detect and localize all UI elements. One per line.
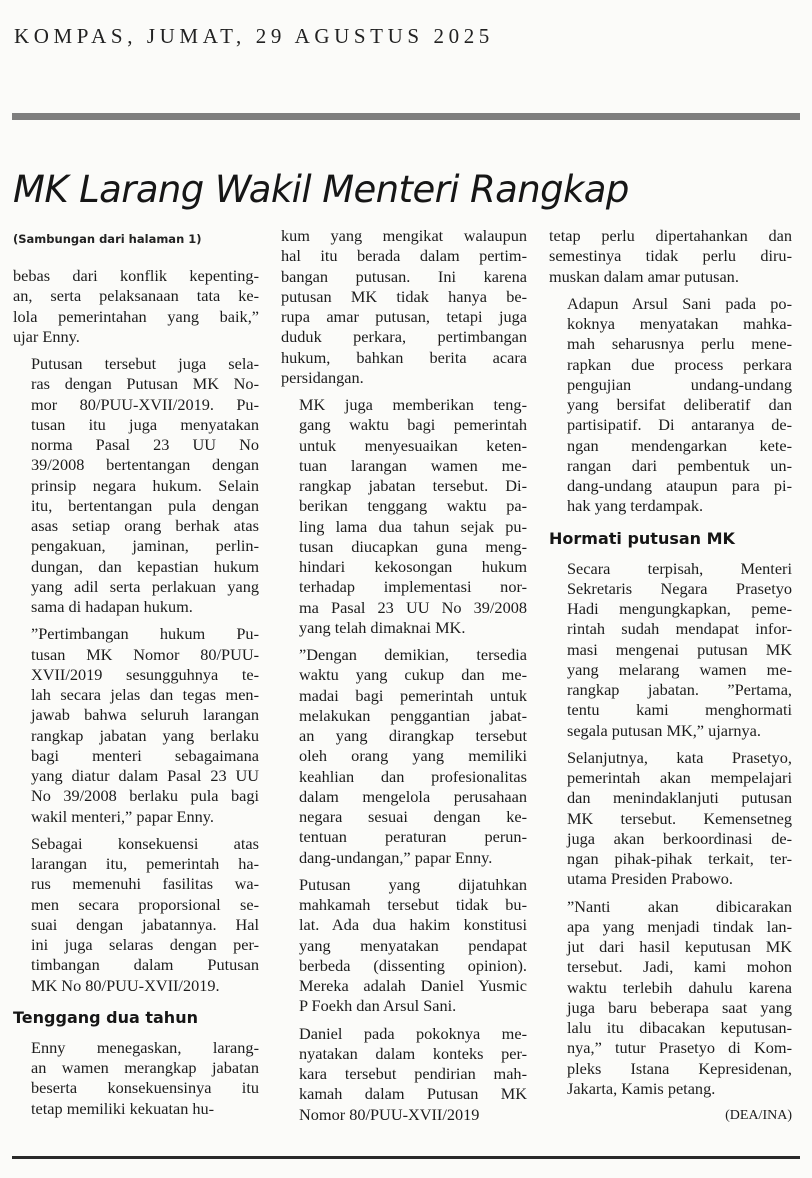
masthead-rule xyxy=(12,113,800,120)
paragraph xyxy=(13,1038,259,1119)
continuation-note: (Sambungan dari halaman 1) xyxy=(13,232,202,246)
text-line: pengakuan, jaminan, perlin- xyxy=(31,536,259,556)
text-line: masi mengenai putusan MK xyxy=(567,639,792,659)
subheading: Hormati putusan MK xyxy=(549,528,735,548)
paragraph xyxy=(281,226,527,388)
text-line: untuk menyesuaikan keten- xyxy=(299,435,527,455)
text-line: hukum, bahkan berita acara xyxy=(281,347,527,367)
paragraph xyxy=(13,834,259,996)
text-line: P Foekh dan Arsul Sani. xyxy=(299,996,457,1016)
text-line: suai dengan jabatannya. Hal xyxy=(31,914,259,934)
paragraph xyxy=(281,395,527,638)
text-line: yang bersifat deliberatif dan xyxy=(567,395,792,414)
text-line: yang adil serta perlakuan yang xyxy=(31,576,259,596)
text-line: yang menyatakan pendapat xyxy=(299,935,527,955)
text-line: melakukan penggantian jabat- xyxy=(299,705,527,725)
text-line: tuan larangan wamen me- xyxy=(299,455,527,475)
text-line: norma Pasal 23 UU No xyxy=(31,435,259,454)
text-line: putusan MK tidak hanya be- xyxy=(281,286,527,306)
text-line: kamah dalam Putusan MK xyxy=(299,1084,527,1104)
text-line: tentu kami menghormati xyxy=(567,700,792,720)
text-line: segala putusan MK,” ujarnya. xyxy=(567,720,761,740)
text-line: bebas dari konflik kepenting- xyxy=(13,266,259,285)
text-line: Nomor 80/PUU-XVII/2019 xyxy=(299,1104,480,1124)
text-line: apa yang menjadi tindak lan- xyxy=(567,916,792,936)
text-line: dungan, dan kepastian hukum xyxy=(31,556,259,576)
text-line: Hadi mengungkapkan, peme- xyxy=(567,599,792,618)
text-line: hal itu berada dalam pertim- xyxy=(281,246,527,266)
text-line: rintah sudah mendapat infor- xyxy=(567,619,792,639)
text-line: tusan itu juga menyatakan xyxy=(31,414,259,434)
author-initials: (DEA/INA) xyxy=(725,1108,792,1123)
text-line: Enny menegaskan, larang- xyxy=(31,1037,259,1057)
text-line: Mereka adalah Daniel Yusmic xyxy=(299,976,527,995)
text-line: koknya menyatakan mahka- xyxy=(567,314,792,333)
text-line: Sebagai konsekuensi atas xyxy=(31,833,259,853)
text-line: hindari kekosongan hukum xyxy=(299,557,527,576)
masthead: KOMPAS, JUMAT, 29 AGUSTUS 2025 xyxy=(14,24,494,48)
text-line: prinsip negara hukum. Selain xyxy=(31,475,259,495)
text-line: MK tersebut. Kemensetneg xyxy=(567,808,792,828)
text-line: tusan diucapkan guna meng- xyxy=(299,536,527,556)
text-line: tetap perlu dipertahankan dan xyxy=(549,226,792,245)
text-line: mor 80/PUU-XVII/2019. Pu- xyxy=(31,394,259,414)
text-line: pengujian undang-undang xyxy=(567,374,792,394)
text-line: rus memenuhi fasilitas wa- xyxy=(31,874,259,894)
text-line: tentuan peraturan perun- xyxy=(299,827,527,847)
paragraph xyxy=(281,875,527,1017)
text-line: XVII/2019 sesungguhnya te- xyxy=(31,664,259,684)
text-line: mah seharusnya perlu mene- xyxy=(567,334,792,354)
text-line: tersebut. Jadi, kami mohon xyxy=(567,957,792,977)
text-line: an, serta pelaksanaan tata ke- xyxy=(13,286,259,306)
text-line: kum yang mengikat walaupun xyxy=(281,226,527,245)
text-line: hak yang terdampak. xyxy=(567,496,704,516)
text-line: ngan mendengarkan kete- xyxy=(567,435,792,455)
text-line: negara sesuai dengan ke- xyxy=(299,807,527,826)
text-line: waktu terlebih dahulu karena xyxy=(567,977,792,997)
text-line: ini juga selaras dengan per- xyxy=(31,935,259,954)
text-line: gang waktu bagi pemerintah xyxy=(299,415,527,435)
paragraph xyxy=(549,294,792,517)
text-line: itu, bertentangan pula dengan xyxy=(31,495,259,515)
text-line: No 39/2008 berlaku pula bagi xyxy=(31,786,259,806)
paragraph xyxy=(549,748,792,890)
text-line: juga baru beberapa saat yang xyxy=(567,997,792,1017)
text-line: Selanjutnya, kata Prasetyo, xyxy=(567,747,792,767)
page-bottom-rule xyxy=(12,1156,800,1159)
text-line: Putusan tersebut juga sela- xyxy=(31,354,259,373)
text-line: duduk perkara, pertimbangan xyxy=(281,327,527,347)
text-line: larangan itu, pemerintah ha- xyxy=(31,854,259,873)
paragraph xyxy=(13,624,259,827)
text-line: rupa amar putusan, tetapi juga xyxy=(281,307,527,326)
text-line: madai bagi pemerintah untuk xyxy=(299,685,527,705)
text-line: lola pemerintahan yang baik,” xyxy=(13,306,259,326)
text-line: yang diatur dalam Pasal 23 UU xyxy=(31,766,259,785)
text-line: beserta konsekuensinya itu xyxy=(31,1078,259,1098)
text-line: bagi menteri sebagaimana xyxy=(31,745,259,765)
text-line: rangkap jabatan. ”Pertama, xyxy=(567,680,792,699)
text-line: 39/2008 bertentangan dengan xyxy=(31,455,259,475)
text-line: rangkap jabatan yang berlaku xyxy=(31,725,259,745)
paragraph xyxy=(13,266,259,347)
text-line: rangan dari pembentuk un- xyxy=(567,455,792,475)
article-column-1 xyxy=(13,266,259,1126)
text-line: terhadap implementasi nor- xyxy=(299,577,527,597)
text-line: dang-undangan,” papar Enny. xyxy=(299,847,493,867)
text-line: kara tersebut pendirian mah- xyxy=(299,1064,527,1083)
text-line: lah secara jelas dan tegas men- xyxy=(31,685,259,704)
text-line: an yang dirangkap tersebut xyxy=(299,726,527,745)
text-line: MK No 80/PUU-XVII/2019. xyxy=(31,975,220,995)
text-line: MK juga memberikan teng- xyxy=(299,395,527,414)
text-line: dalam mengelola perusahaan xyxy=(299,786,527,806)
text-line: oleh orang yang memiliki xyxy=(299,746,527,766)
text-line: bangan putusan. Ini karena xyxy=(281,266,527,286)
text-line: Jakarta, Kamis petang. xyxy=(567,1078,716,1098)
text-line: persidangan. xyxy=(281,367,364,387)
text-line: Adapun Arsul Sani pada po- xyxy=(567,293,792,313)
paragraph xyxy=(549,226,792,287)
article-column-3 xyxy=(549,226,792,1126)
subheading: Tenggang dua tahun xyxy=(13,1007,198,1027)
text-line: juga akan berkoordinasi de- xyxy=(567,828,792,848)
text-line: sama di hadapan hukum. xyxy=(31,597,193,616)
text-line: yang melarang wamen me- xyxy=(567,659,792,679)
text-line: rapkan due process perkara xyxy=(567,354,792,374)
text-line: timbangan dalam Putusan xyxy=(31,955,259,975)
text-line: berbeda (dissenting opinion). xyxy=(299,955,527,975)
text-line: keahlian dan profesionalitas xyxy=(299,766,527,786)
text-line: waktu yang cukup dan me- xyxy=(299,665,527,685)
paragraph xyxy=(549,559,792,741)
text-line: utama Presiden Prabowo. xyxy=(567,869,733,889)
text-line: ”Dengan demikian, tersedia xyxy=(299,645,527,664)
text-line: berikan tenggang waktu pa- xyxy=(299,496,527,516)
text-line: pemerintah akan mempelajari xyxy=(567,768,792,787)
headline: MK Larang Wakil Menteri Rangkap xyxy=(13,168,629,211)
text-line: Putusan yang dijatuhkan xyxy=(299,874,527,894)
text-line: jawab bahwa seluruh larangan xyxy=(31,705,259,725)
paragraph xyxy=(549,897,792,1100)
text-line: lalu itu dibacakan keputusan- xyxy=(567,1018,792,1037)
text-line: tusan MK Nomor 80/PUU- xyxy=(31,644,259,664)
text-line: ujar Enny. xyxy=(13,326,80,346)
text-line: tetap memiliki kekuatan hu- xyxy=(31,1098,215,1118)
text-line: rangkap jabatan tersebut. Di- xyxy=(299,476,527,495)
text-line: mahkamah tersebut tidak bu- xyxy=(299,895,527,914)
text-line: wakil menteri,” papar Enny. xyxy=(31,806,214,826)
text-line: ”Pertimbangan hukum Pu- xyxy=(31,624,259,644)
text-line: nya,” tutur Prasetyo di Kom- xyxy=(567,1038,792,1058)
text-line: yang telah dimaknai MK. xyxy=(299,617,466,637)
text-line: semestinya tidak perlu diru- xyxy=(549,246,792,266)
text-line: nyatakan dalam konteks per- xyxy=(299,1043,527,1063)
article-column-2 xyxy=(281,226,527,1132)
text-line: Secara terpisah, Menteri xyxy=(567,558,792,578)
paragraph xyxy=(281,645,527,868)
text-line: asas setiap orang berhak atas xyxy=(31,516,259,535)
text-line: ngan pihak-pihak terkait, ter- xyxy=(567,849,792,868)
text-line: ma Pasal 23 UU No 39/2008 xyxy=(299,597,527,617)
text-line: pleks Istana Kepresidenan, xyxy=(567,1058,792,1078)
text-line: partisipatif. Di antaranya de- xyxy=(567,415,792,435)
paragraph xyxy=(13,354,259,617)
text-line: ling lama dua tahun sejak pu- xyxy=(299,516,527,536)
text-line: Daniel pada pokoknya me- xyxy=(299,1023,527,1043)
text-line: dan menindaklanjuti putusan xyxy=(567,788,792,808)
text-line: Sekretaris Negara Prasetyo xyxy=(567,578,792,598)
text-line: an wamen merangkap jabatan xyxy=(31,1058,259,1077)
text-line: ”Nanti akan dibicarakan xyxy=(567,896,792,916)
text-line: ras dengan Putusan MK No- xyxy=(31,374,259,394)
text-line: lat. Ada dua hakim konstitusi xyxy=(299,915,527,935)
text-line: jut dari hasil keputusan MK xyxy=(567,937,792,956)
text-line: muskan dalam amar putusan. xyxy=(549,266,739,286)
text-line: dang-undang ataupun para pi- xyxy=(567,476,792,495)
paragraph xyxy=(281,1024,527,1125)
text-line: men secara proporsional se- xyxy=(31,894,259,914)
